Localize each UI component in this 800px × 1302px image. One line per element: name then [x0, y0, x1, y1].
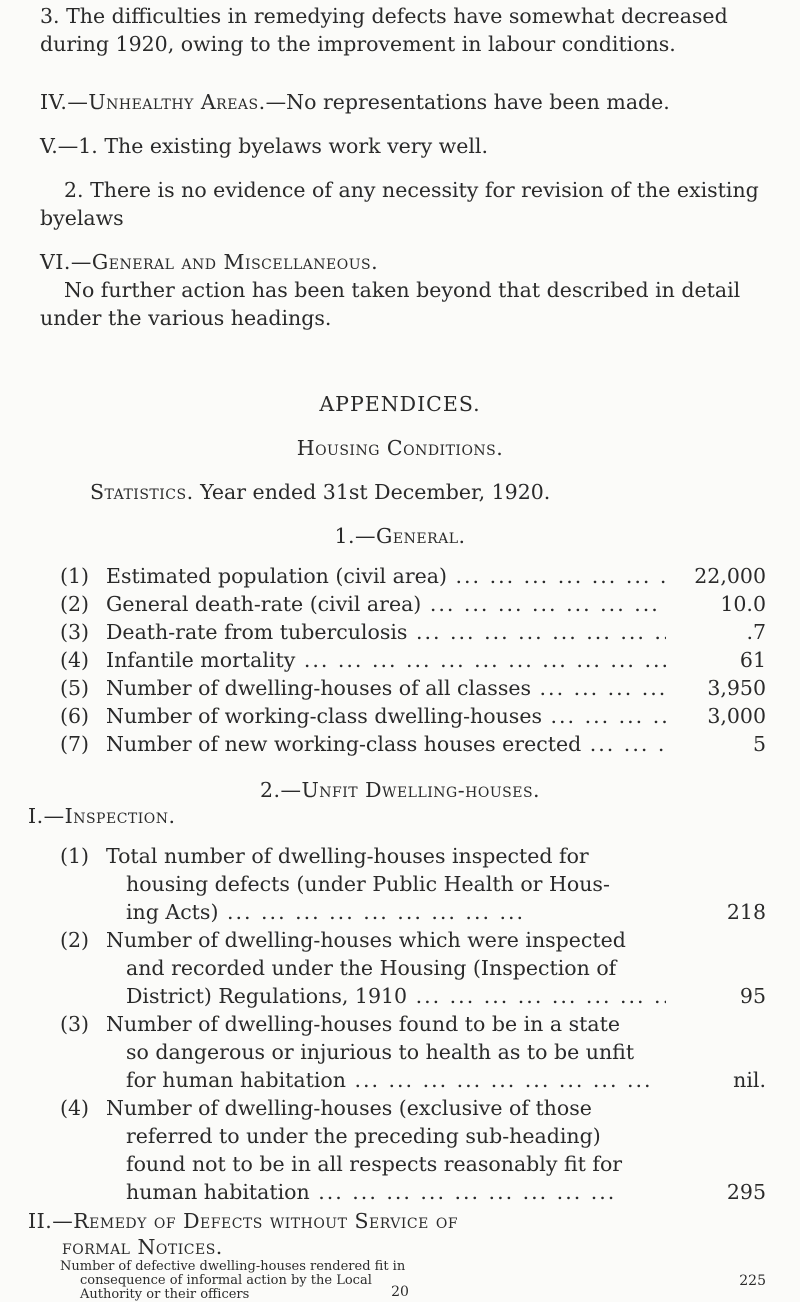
stat-num: (2) [60, 592, 90, 616]
inspection-value: 95 [670, 982, 766, 1010]
stat-row [0, 730, 766, 758]
label-line: so dangerous or injurious to health as to be unfit [126, 1040, 635, 1064]
intro-paragraph [40, 2, 760, 58]
page-number: 20 [391, 1284, 409, 1300]
label-line: Number of dwelling-houses (exclusive of those [106, 1096, 592, 1120]
stat-label: General death-rate (civil area) ... [106, 590, 666, 618]
stat-row [0, 674, 766, 702]
stat-value: 3,950 [670, 674, 766, 702]
stat-row [0, 646, 766, 674]
general-misc-text: No further action has been taken beyond that described in detail under the various headings. [40, 278, 741, 330]
inspection-item [0, 926, 766, 1010]
remedy-heading-line: II.—Remedy of Defects without Service of [28, 1209, 459, 1233]
stat-num: (7) [60, 732, 90, 756]
unhealthy-areas [40, 88, 780, 116]
inspection-num: (1) [60, 844, 90, 868]
unhealthy-text: —No representations have been made. [265, 90, 670, 114]
statistics-label: Statistics. [90, 480, 194, 504]
stat-row [0, 702, 766, 730]
label-line: District) Regulations, 1910 ... [106, 982, 666, 1010]
stat-label: Death-rate from tuberculosis ... [106, 618, 666, 646]
label-line: for human habitation ... [106, 1066, 666, 1094]
inspection-num: (4) [60, 1096, 90, 1120]
general-heading: 1.—General. [334, 524, 466, 548]
housing-conditions-title: Housing Conditions. [296, 436, 504, 460]
stat-label: Number of dwelling-houses of all classes ... [106, 674, 666, 702]
stat-label: Estimated population (civil area) ... [106, 562, 666, 590]
inspection-label [106, 1010, 666, 1094]
inspection-num: (2) [60, 928, 90, 952]
label-line: Authority or their officers [80, 1288, 250, 1302]
label-line: ing Acts) ... [106, 898, 666, 926]
inspection-label [106, 842, 666, 926]
remedy-value: 225 [670, 1274, 766, 1288]
label-line: Total number of dwelling-houses inspected for [106, 844, 589, 868]
label-line: Number of dwelling-houses which were inspected [106, 928, 626, 952]
stat-num: (6) [60, 704, 90, 728]
stat-row [0, 590, 766, 618]
inspection-item [0, 1094, 766, 1206]
stat-value: 10.0 [670, 590, 766, 618]
inspection-value: nil. [670, 1066, 766, 1094]
label-line: housing defects (under Public Health or Hous- [126, 872, 610, 896]
statistics-text: Year ended 31st December, 1920. [200, 480, 551, 504]
label-line: consequence of informal action by the Local [80, 1274, 372, 1288]
inspection-item [0, 842, 766, 926]
label-line: Number of dwelling-houses found to be in a state [106, 1012, 620, 1036]
stat-value: 3,000 [670, 702, 766, 730]
stat-label: Infantile mortality ... [106, 646, 666, 674]
byelaws-item-1: V.—1. The existing byelaws work very well. [40, 134, 488, 158]
inspection-label [106, 926, 666, 1010]
stat-value: 5 [670, 730, 766, 758]
appendices-title: APPENDICES. [319, 392, 481, 416]
stat-label: Number of new working-class houses erected ... [106, 730, 666, 758]
remedy-heading-line: formal Notices. [62, 1235, 223, 1259]
label-line: referred to under the preceding sub-heading) [126, 1124, 601, 1148]
stat-value: 22,000 [670, 562, 766, 590]
inspection-label [106, 1094, 666, 1206]
stat-row [0, 618, 766, 646]
stat-row [0, 562, 766, 590]
inspection-value: 295 [670, 1178, 766, 1206]
stat-value: 61 [670, 646, 766, 674]
label-line: Number of defective dwelling-houses rendered fit in [60, 1260, 406, 1274]
inspection-item [0, 1010, 766, 1094]
general-misc-heading: VI.—General and Miscellaneous. [40, 250, 379, 274]
byelaws-item-2: 2. There is no evidence of any necessity for revision of the existing byelaws [40, 178, 759, 230]
stat-label: Number of working-class dwelling-houses ... [106, 702, 666, 730]
unfit-heading: 2.—Unfit Dwelling-houses. [259, 778, 541, 802]
inspection-num: (3) [60, 1012, 90, 1036]
remedy-heading [28, 1208, 768, 1260]
label-line: and recorded under the Housing (Inspection of [126, 956, 617, 980]
intro-text: 3. The difficulties in remedying defects have somewhat decreased during 1920, owing to the improvement in labour conditions. [40, 4, 728, 56]
inspection-heading: I.—Inspection. [28, 804, 176, 828]
unhealthy-heading: IV.—Unhealthy Areas. [40, 90, 266, 114]
label-line: found not to be in all respects reasonably fit for [126, 1152, 623, 1176]
stat-value: .7 [670, 618, 766, 646]
stat-num: (3) [60, 620, 90, 644]
stat-num: (5) [60, 676, 90, 700]
label-line: human habitation ... [106, 1178, 666, 1206]
statistics-line [90, 478, 770, 506]
stat-num: (1) [60, 564, 90, 588]
stat-num: (4) [60, 648, 90, 672]
inspection-value: 218 [670, 898, 766, 926]
